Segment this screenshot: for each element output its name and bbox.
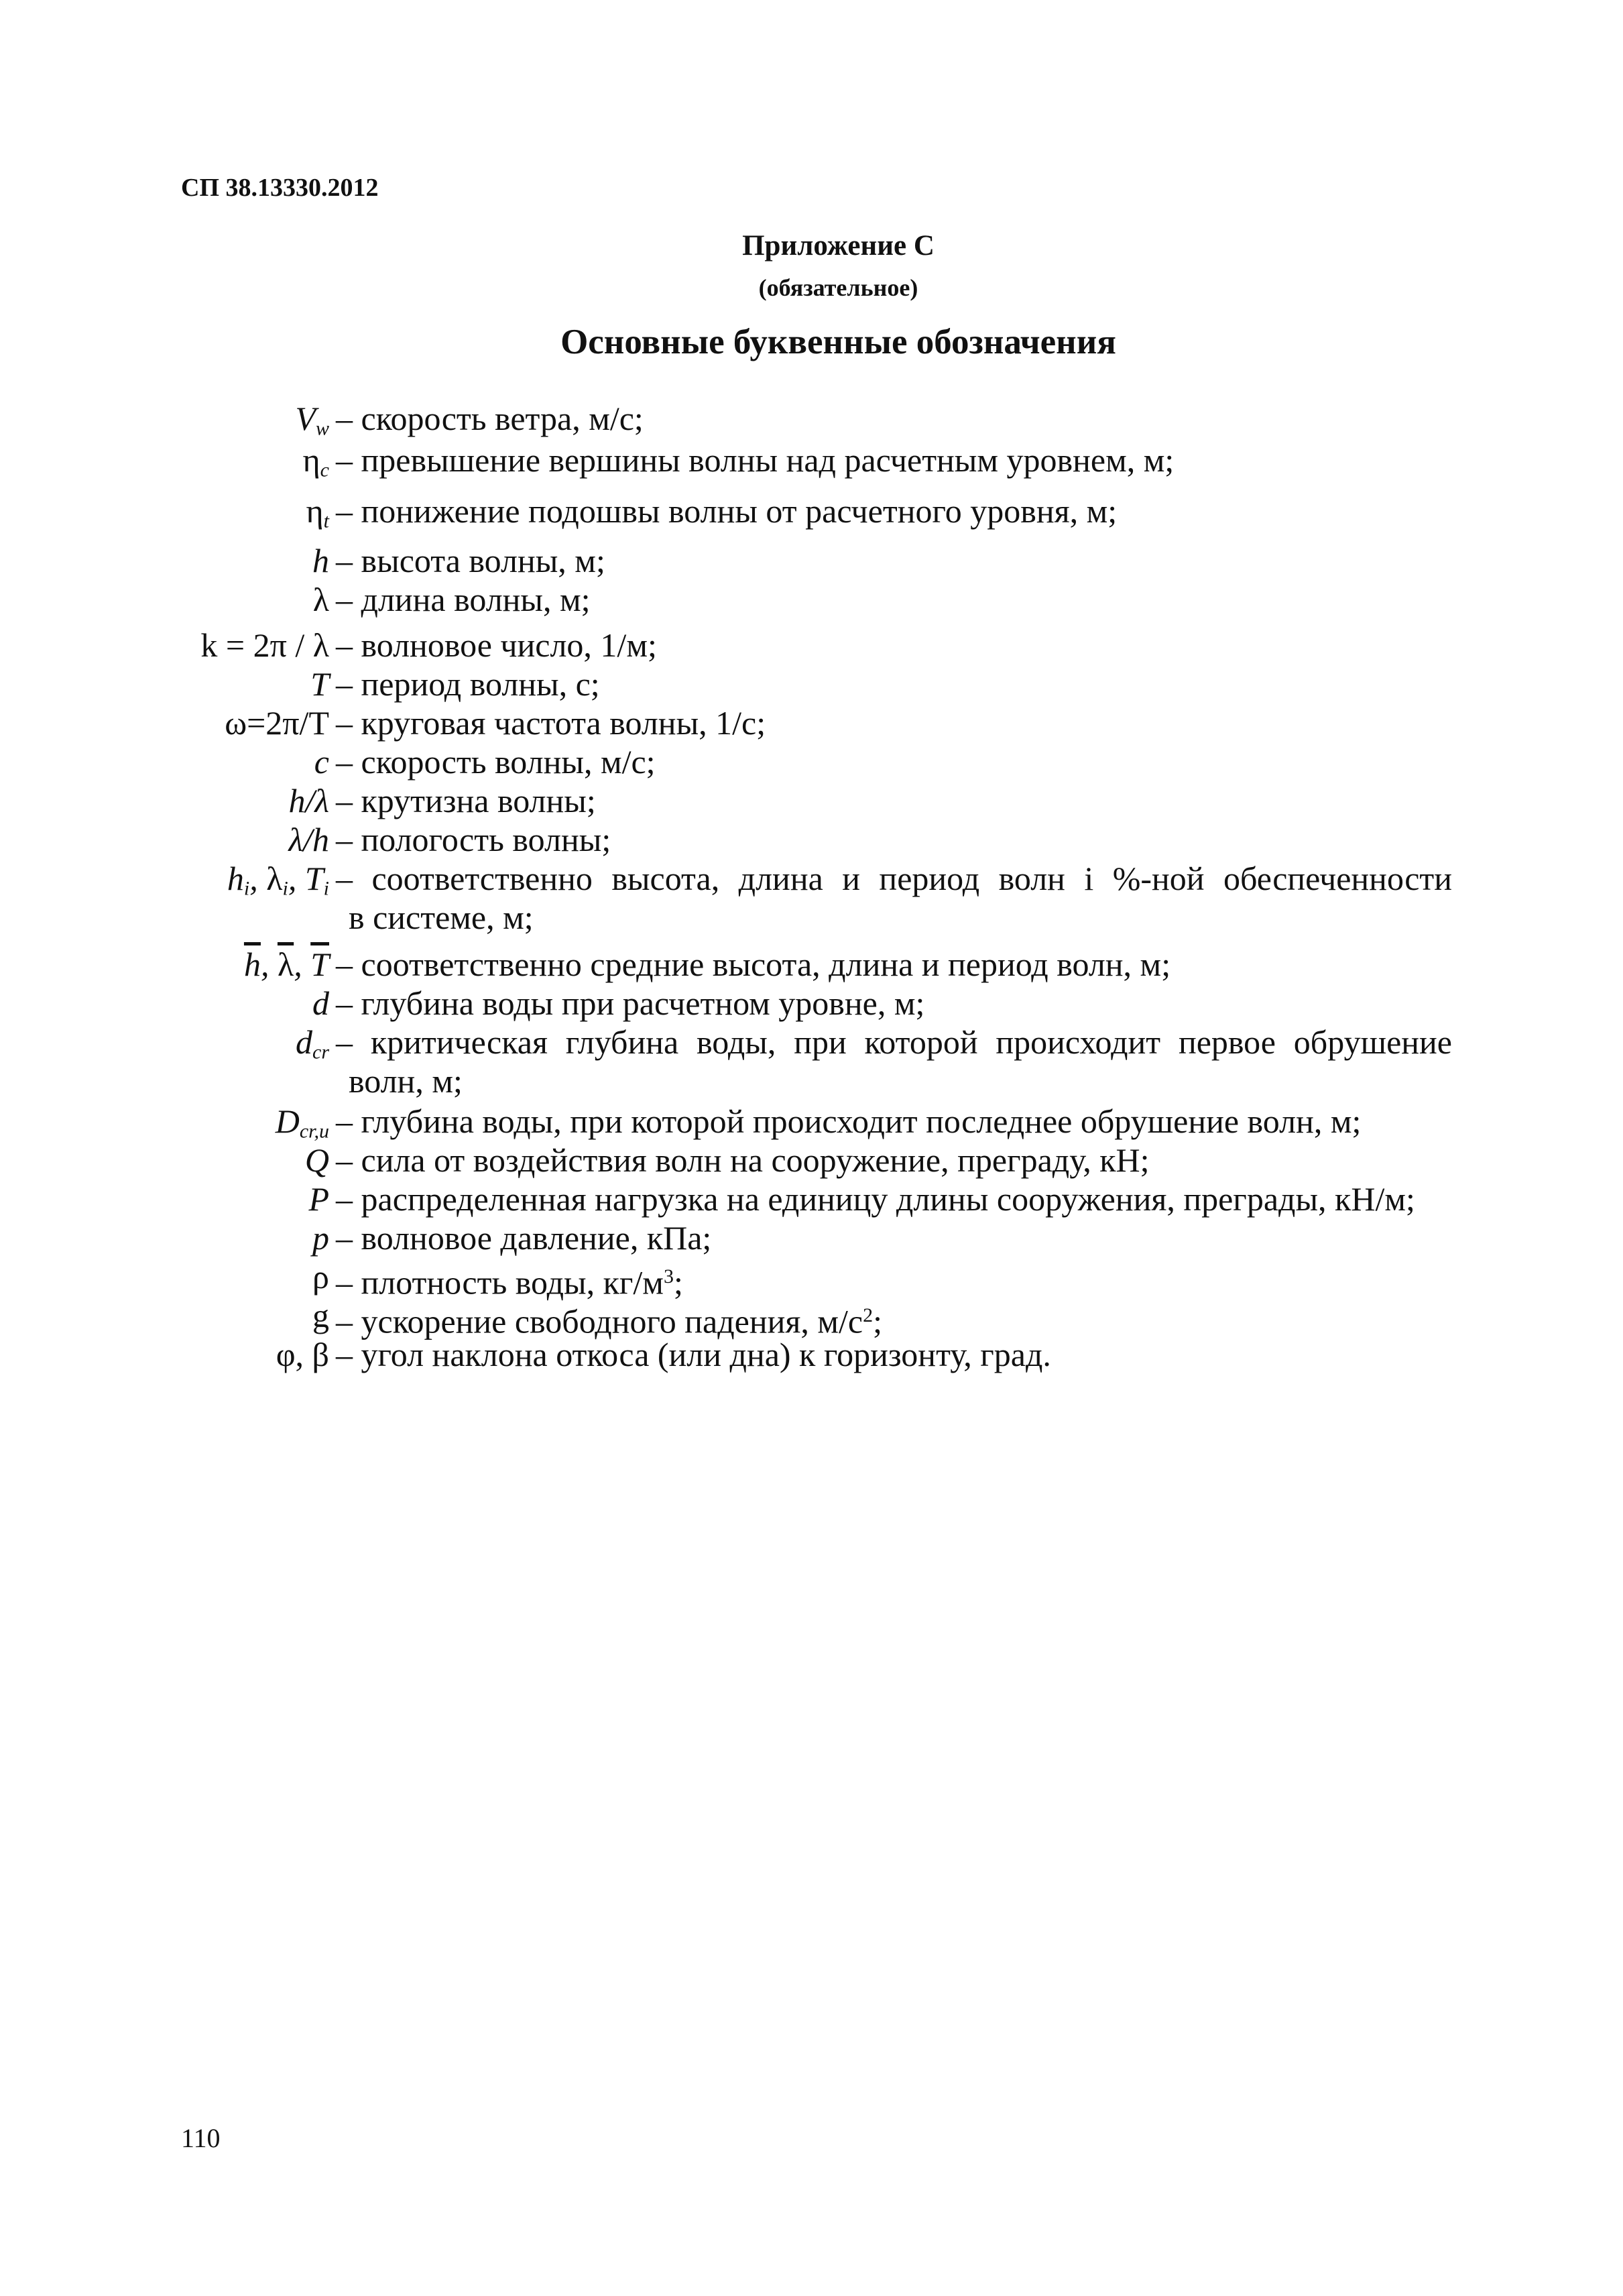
definition-text: – пологость волны; bbox=[336, 821, 611, 858]
definition-text: – критическая глубина воды, при которой происходит первое обрушение bbox=[336, 1023, 1452, 1061]
annex-title: Приложение С bbox=[742, 230, 935, 262]
definition-symbol: T bbox=[310, 665, 329, 703]
section-title: Основные буквенные обозначения bbox=[560, 323, 1116, 361]
definition-symbol: $d_{cr}$ bbox=[296, 1023, 329, 1064]
definition-symbol: λ bbox=[312, 581, 329, 618]
definition-text: – глубина воды, при которой происходит последнее обрушение волн, м; bbox=[336, 1102, 1362, 1140]
definition-symbol: p bbox=[312, 1219, 329, 1257]
definition-text: – круговая частота волны, 1/с; bbox=[336, 704, 766, 742]
definition-symbol: $h_i$, $\lambda_i$, $T_i$ bbox=[227, 860, 329, 900]
definition-symbol: h/λ bbox=[288, 782, 329, 819]
definition-symbol: φ, β bbox=[276, 1336, 329, 1373]
definition-text: – распределенная нагрузка на единицу длины сооружения, преграды, кН/м; bbox=[336, 1180, 1415, 1218]
definition-symbol: $\eta_c$ bbox=[302, 441, 329, 481]
definition-text: – глубина воды при расчетном уровне, м; bbox=[336, 984, 925, 1022]
definition-text: – скорость ветра, м/с; bbox=[336, 400, 644, 437]
definition-text: – понижение подошвы волны от расчетного уровня, м; bbox=[336, 492, 1118, 530]
definition-text: – плотность воды, $кг/м^3$; bbox=[336, 1263, 683, 1302]
definition-continuation: в системе, м; bbox=[349, 899, 534, 936]
definition-text: – скорость волны, м/с; bbox=[336, 743, 656, 781]
definition-text: – соответственно высота, длина и период волн i %-ной обеспеченности bbox=[336, 860, 1452, 897]
definition-symbol: d bbox=[312, 984, 329, 1022]
definition-symbol: $D_{cr,u}$ bbox=[275, 1102, 329, 1143]
definition-text: – крутизна волны; bbox=[336, 782, 596, 819]
definition-symbol: ω=2π/T bbox=[225, 704, 329, 742]
definition-symbol: $\eta_t$ bbox=[306, 492, 329, 532]
definition-text: – ускорение свободного падения, $м/с^2$; bbox=[336, 1302, 882, 1340]
definition-continuation: волн, м; bbox=[349, 1062, 463, 1100]
definition-text: – волновое давление, кПа; bbox=[336, 1219, 712, 1257]
definition-symbol: $V_w$ bbox=[295, 400, 329, 440]
annex-status: (обязательное) bbox=[758, 274, 918, 301]
definition-symbol: c bbox=[314, 743, 329, 781]
definition-symbol: g bbox=[312, 1297, 329, 1334]
definition-text: – соответственно средние высота, длина и период волн, м; bbox=[336, 945, 1171, 983]
definition-text: – угол наклона откоса (или дна) к горизонту, град. bbox=[336, 1336, 1051, 1373]
definition-text: – период волны, с; bbox=[336, 665, 600, 703]
definition-symbol: P bbox=[308, 1180, 329, 1218]
definition-text: – превышение вершины волны над расчетным уровнем, м; bbox=[336, 441, 1175, 479]
definition-symbol: λ/h bbox=[288, 821, 329, 858]
definition-symbol: $\overline{h}$, $\overline{\lambda}$, $\overline{T}$ bbox=[243, 945, 329, 983]
definition-symbol: Q bbox=[304, 1141, 329, 1179]
definition-symbol: ρ bbox=[312, 1258, 329, 1296]
page-number: 110 bbox=[181, 2123, 221, 2153]
document-code: СП 38.13330.2012 bbox=[181, 174, 379, 202]
definition-symbol: k = 2π / λ bbox=[200, 626, 329, 664]
definition-text: – сила от воздействия волн на сооружение, преграду, кН; bbox=[336, 1141, 1150, 1179]
definition-text: – волновое число, 1/м; bbox=[336, 626, 657, 664]
definition-text: – высота волны, м; bbox=[336, 542, 605, 579]
definition-symbol: h bbox=[312, 542, 329, 579]
definition-text: – длина волны, м; bbox=[336, 581, 591, 618]
